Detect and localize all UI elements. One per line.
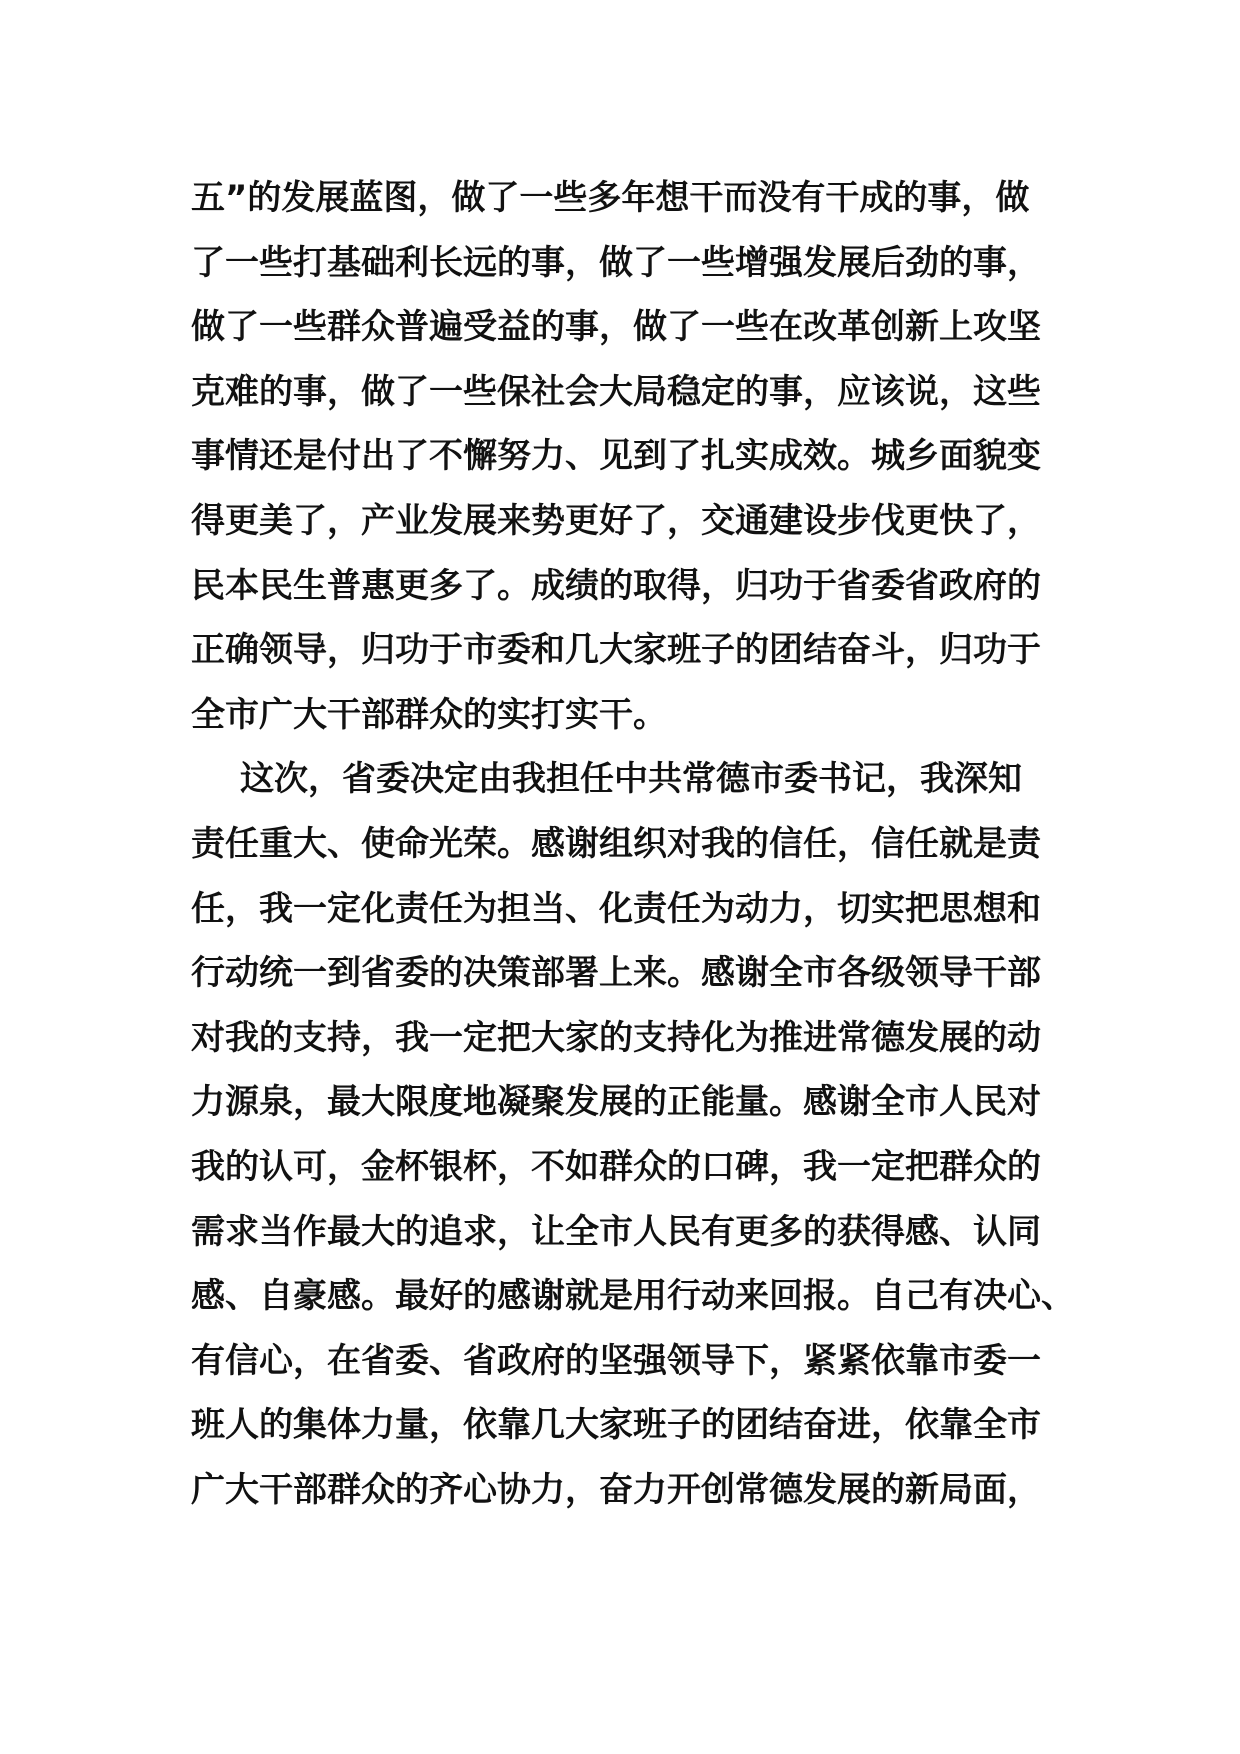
text-line: 事情还是付出了不懈努力、见到了扎实成效。城乡面貌变 [191,436,1041,477]
text-line: 需求当作最大的追求，让全市人民有更多的获得感、认同 [191,1211,1041,1252]
text-line: 感、自豪感。最好的感谢就是用行动来回报。自己有决心、 [191,1276,1075,1317]
text-line: 全市广大干部群众的实打实干。 [191,694,667,735]
text-line: 对我的支持，我一定把大家的支持化为推进常德发展的动 [191,1017,1041,1058]
text-line: 任，我一定化责任为担当、化责任为动力，切实把思想和 [191,888,1041,929]
text-line: 有信心，在省委、省政府的坚强领导下，紧紧依靠市委一 [191,1340,1041,1381]
text-line: 做了一些群众普遍受益的事，做了一些在改革创新上攻坚 [191,307,1041,348]
paragraph-first-line: 这次，省委决定由我担任中共常德市委书记，我深知 [240,759,1022,800]
text-line: 得更美了，产业发展来势更好了，交通建设步伐更快了， [191,500,1041,541]
text-line: 力源泉，最大限度地凝聚发展的正能量。感谢全市人民对 [191,1082,1041,1123]
text-line: 责任重大、使命光荣。感谢组织对我的信任，信任就是责 [191,823,1041,864]
text-line: 克难的事，做了一些保社会大局稳定的事，应该说，这些 [191,371,1041,412]
text-line: 班人的集体力量，依靠几大家班子的团结奋进，依靠全市 [191,1405,1041,1446]
text-line: 我的认可，金杯银杯，不如群众的口碑，我一定把群众的 [191,1146,1041,1187]
text-line: 了一些打基础利长远的事，做了一些增强发展后劲的事， [191,242,1041,283]
text-line: 民本民生普惠更多了。成绩的取得，归功于省委省政府的 [191,565,1041,606]
text-line: 广大干部群众的齐心协力，奋力开创常德发展的新局面， [191,1469,1041,1510]
text-line: 五”的发展蓝图，做了一些多年想干而没有干成的事，做 [191,178,1030,218]
document-body [191,166,1075,1522]
text-line: 正确领导，归功于市委和几大家班子的团结奋斗，归功于 [191,630,1041,671]
text-line: 行动统一到省委的决策部署上来。感谢全市各级领导干部 [191,953,1041,994]
